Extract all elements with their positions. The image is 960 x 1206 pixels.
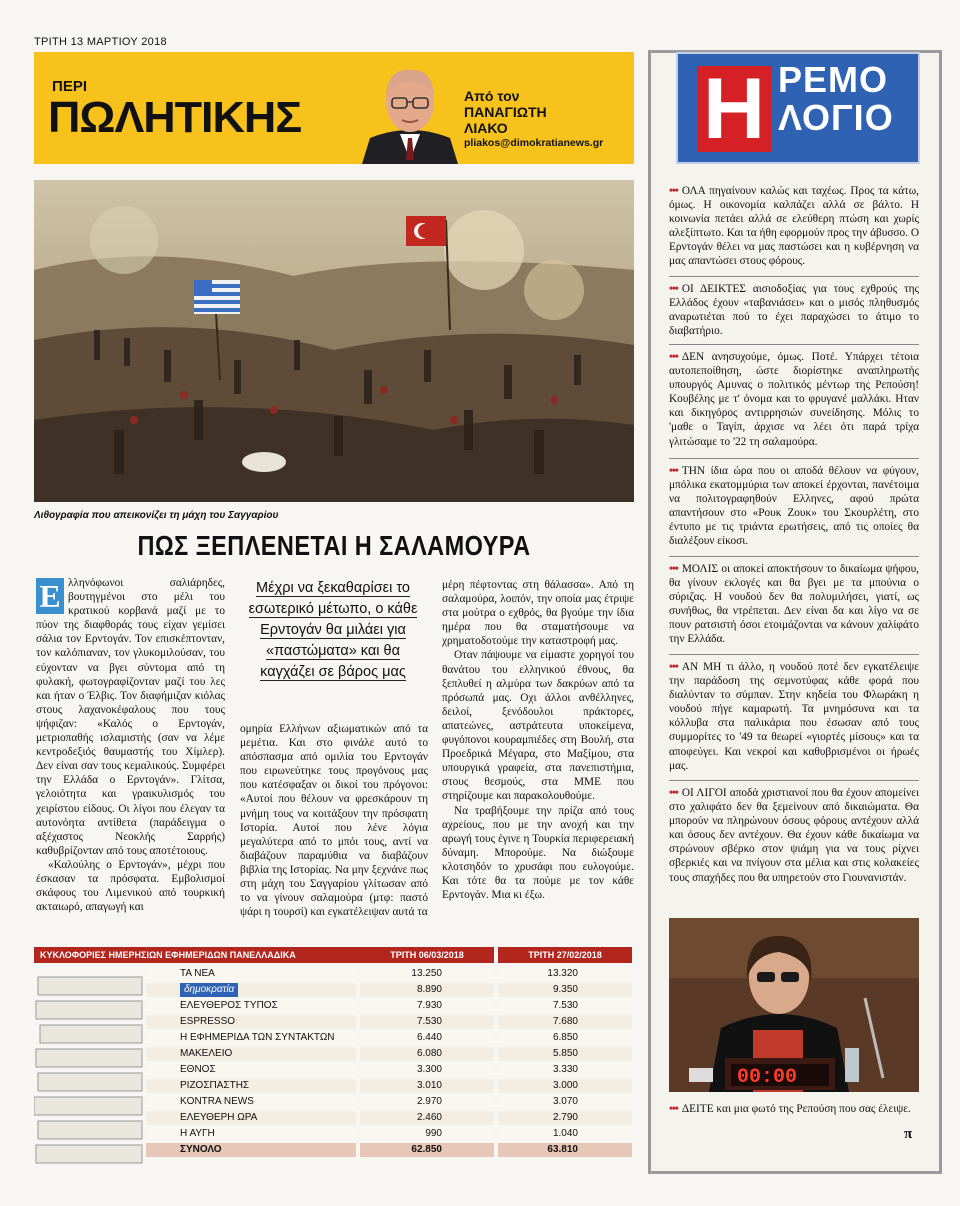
image-caption: Λιθογραφία που απεικονίζει τη μάχη του Σαγγαρίου — [34, 510, 279, 521]
sidebar-item-text: ΜΟΛΙΣ οι αποκεί αποκτήσουν το δικαίωμα ψήφου, θα γίνουν εκλογές και θα βγει με τα μπούνια ο σύριζας. Η νουδού δεν θα πολυμιλήσει, γιατί, ως συνήθως, θα ντρέπεται. Δεν είναι δα και λίγο να σε πουν ρατσιστή όσοι ετοιμάζονται να κάνουν χαλίφάτο την Ελλάδα. — [669, 563, 919, 646]
battle-lithograph — [34, 180, 634, 502]
sidebar-divider — [669, 276, 919, 277]
sidebar-item-text: ΑΝ ΜΗ τι άλλο, η νουδού ποτέ δεν εγκατέλειψε την παράδοση της σεμνοτύφας κάθε φορά που διαλύνταν το σύμπαν. Στην κηδεία του Φλωράκη η νουδού πήγε καμαρωτή. Τα μνημόσυνα και τα κόλλυβα στα παλικάρια που έσωσαν από τους συμμορίτες το '49 τα θεωρεί «γιορτές μίσους» και τα αποφεύγει. Και νεκροί και καθυβρισμένοι οι ήρωές μας. — [669, 661, 919, 772]
table-row — [146, 1143, 632, 1157]
sidebar-item — [669, 660, 919, 773]
bullet-dots: ••• — [669, 351, 678, 363]
bullet-dots: ••• — [669, 465, 678, 477]
bullet-dots: ••• — [669, 283, 678, 295]
pi-mark: π — [904, 1126, 913, 1142]
byline-from: Από τον — [464, 88, 520, 104]
table-col-header-2: ΤΡΙΤΗ 27/02/2018 — [498, 947, 632, 963]
table-cell-value-2: 2.790 — [552, 1112, 578, 1123]
clock-display: 00:00 — [737, 1066, 798, 1089]
table-cell-value-1: 3.300 — [416, 1064, 442, 1075]
sidebar-item — [669, 562, 919, 647]
table-col-header-1: ΤΡΙΤΗ 06/03/2018 — [360, 947, 494, 963]
table-cell-value-1: 2.970 — [416, 1096, 442, 1107]
sidebar-item — [669, 184, 919, 269]
bullet-dots: ••• — [669, 787, 678, 799]
table-row — [146, 999, 632, 1013]
sidebar-logo-line2: ΛΟΓΙΟ — [778, 97, 894, 138]
pull-quote — [238, 578, 428, 683]
table-cell-value-1: 13.250 — [411, 968, 442, 979]
repousi-photo — [669, 918, 919, 1092]
table-cell-value-1: 3.010 — [416, 1080, 442, 1091]
article-headline: ΠΩΣ ΞΕΠΛΕΝΕΤΑΙ Η ΣΑΛΑΜΟΥΡΑ — [137, 530, 531, 561]
table-row — [146, 1031, 632, 1045]
circulation-table — [34, 947, 632, 1165]
sidebar-item — [669, 282, 919, 338]
bullet-dots: ••• — [669, 1103, 678, 1115]
sidebar-item-text: ΤΗΝ ίδια ώρα που οι αποδά θέλουν να φύγουν, μπόλικα εκατομμύρια των αποκεί έρχονται, πανέτοιμα να πολιτογραφηθούν Ελληνες, αφού πρώτα απαντήσουν στο «Ρουκ Ζουκ» του Σκουρλέτη, στο έντυπο με τις τριάντα ερωτήσεις, από τις οποίες θα διαλέξουν είκοσι. — [669, 465, 919, 548]
sidebar-item-text: ΟΙ ΛΙΓΟΙ αποδά χριστιανοί που θα έχουν απομείνει στο χαλιφάτο δεν θα ξεμείνουν από δικαιώματα. Θα μπορούν να πληρώνουν όσους φόρους αντέχουν αλλά και όσους δεν αντέχουν. Θα έχουν κάθε δικαίωμα να στρώνουν σβέρκο στον ψιάμη για να τους ρίχνει σβερκιές και να πνίγουν στα μέλια και στις κολακείες τους σπαχήδες που θα υπηρετούν στο Γιουνανιστάν. — [669, 787, 919, 884]
article-paragraph-1: λληνόφωνοι σαλιάρηδες, βουτηγμένοι στο μέλι του κρατικού κορβανά μαζί με το πύον της διαφθοράς τους είχαν γεμίσει σάλια τον Ερντογάν. Τον επισκέπτονταν, τον καλόπιαναν, τον γλυκομιλούσαν, του εύχονταν να βγει σύντομα από τη φυλακή, φωτογραφίζονταν μαζί του λες και ήταν ο Έλβις. Τον διαφήμιζαν κιόλας στους λαχανοκέφαλους που τους ψήφιζαν: «Καλός ο Ερντογάν, μετριοπαθής ισλαμιστής (σαν να λέμε κεντροδεξιός θαυμαστής του Χίμλερ). Δεν είναι σαν τους κεμαλικούς. Συμφέρει την Ελλάδα ο Ερντογάν». Γλίτσα, γελοιότητα και γραικυλισμός του χειρίστου είδους. Οι λίγοι που έλεγαν τα αυτονόητα αντίθετα (παράδειγμα ο αξέχαστος Νεοκλής Σαρρής) καθυβρίζονταν από τους αποτέτοιους. — [36, 577, 225, 857]
table-cell-value-2: 63.810 — [547, 1144, 578, 1155]
table-cell-value-2: 5.850 — [552, 1048, 578, 1059]
table-cell-name: ΡΙΖΟΣΠΑΣΤΗΣ — [180, 1080, 250, 1091]
table-cell-name: Η ΕΦΗΜΕΡΙΔΑ ΤΩΝ ΣΥΝΤΑΚΤΩΝ — [180, 1032, 335, 1043]
sidebar-item — [669, 464, 919, 549]
article-column-2: ομηρία Ελλήνων αξιωματικών από τα μεμέτια. Και στο φινάλε αυτό το απόσπασμα από ομιλία του Ερντογάν που ειρωνεύτηκε τους προγόνους μας που κατέσφαξαν οι δικοί του πρόγονοι: «Αυτοί που θέλουν να φρεσκάρουν τη μνήμη τους να κοιτάξουν την πρόσφατη Ιστορία. Αυτοί που λένε λόγια μεγαλύτερα από το μπόι τους, αντί να διαβάζουν παραμύθια να διαβάζουν βιβλία της Ιστορίας. Να μην ξεχνάνε πως στη μάχη του Σαγγαρίου γλίτωσαν από το να γίνουν σαλαμούρα (μτφ: παστό ψάρι η τουρσί) και εγκατέλειψαν αυτά τα — [240, 723, 428, 919]
author-byline — [464, 88, 547, 136]
table-cell-name: ESPRESSO — [180, 1016, 236, 1027]
issue-date: ΤΡΙΤΗ 13 ΜΑΡΤΙΟΥ 2018 — [34, 36, 167, 48]
table-cell-value-2: 7.530 — [552, 1000, 578, 1011]
author-portrait — [362, 60, 458, 164]
table-row — [146, 983, 632, 997]
table-cell-value-2: 7.680 — [552, 1016, 578, 1027]
table-cell-name: ΣΥΝΟΛΟ — [180, 1144, 222, 1155]
sidebar-divider — [669, 458, 919, 459]
article-column-3 — [442, 578, 634, 902]
table-cell-value-2: 3.330 — [552, 1064, 578, 1075]
sidebar-divider — [669, 654, 919, 655]
table-cell-value-1: 8.890 — [416, 984, 442, 995]
table-row — [146, 1063, 632, 1077]
table-row — [146, 1079, 632, 1093]
sidebar-divider — [669, 344, 919, 345]
table-row — [146, 967, 632, 981]
sidebar-divider — [669, 556, 919, 557]
photo-caption — [669, 1102, 919, 1116]
table-cell-value-1: 2.460 — [416, 1112, 442, 1123]
sidebar-logo-letter: Η — [697, 66, 771, 152]
newspaper-stack-graphic — [34, 967, 146, 1165]
table-cell-name: ΕΛΕΥΘΕΡΗ ΩΡΑ — [180, 1112, 258, 1123]
table-cell-value-1: 6.080 — [416, 1048, 442, 1059]
photo-caption-text: ΔΕΙΤΕ και μια φωτό της Ρεπούση που σας έλειψε. — [681, 1103, 911, 1115]
table-cell-value-1: 62.850 — [411, 1144, 442, 1155]
table-cell-value-1: 7.530 — [416, 1016, 442, 1027]
table-row — [146, 1127, 632, 1141]
table-cell-name: Η ΑΥΓΗ — [180, 1128, 215, 1139]
table-cell-name: ΜΑΚΕΛΕΙΟ — [180, 1048, 233, 1059]
author-email[interactable]: pliakos@dimokratianews.gr — [464, 137, 604, 149]
table-row — [146, 1111, 632, 1125]
table-cell-value-2: 6.850 — [552, 1032, 578, 1043]
table-row — [146, 1095, 632, 1109]
table-cell-name: δημοκρατία — [180, 983, 238, 997]
sidebar-item — [669, 786, 919, 885]
sidebar-item-text: ΟΙ ΔΕΙΚΤΕΣ αισιοδοξίας για τους εχθρούς της Ελλάδος έχουν «ταβανιάσει» και ο μισός πληθυσμός αναρωτιέται πού το έχει παραχώσει το άτιμο το διαβατήριο. — [669, 283, 919, 338]
column-kicker: ΠΕΡΙ — [52, 78, 88, 95]
table-cell-name: ΕΛΕΥΘΕΡΟΣ ΤΥΠΟΣ — [180, 1000, 278, 1011]
table-cell-value-1: 7.930 — [416, 1000, 442, 1011]
table-row — [146, 1047, 632, 1061]
bullet-dots: ••• — [669, 563, 678, 575]
table-cell-value-2: 1.040 — [552, 1128, 578, 1139]
table-cell-value-2: 3.000 — [552, 1080, 578, 1091]
bullet-dots: ••• — [669, 185, 678, 197]
table-cell-value-1: 990 — [425, 1128, 442, 1139]
column-title: ΠΩΛΗΤΙΚΗΣ — [48, 93, 302, 142]
byline-first-name: ΠΑΝΑΓΙΩΤΗ — [464, 104, 547, 120]
article-paragraph-3: μέρη πέφτοντας στη θάλασσα». Από τη σαλαμούρα, λοιπόν, την οποία μας έτριψε στα μούτρα ο εχθρός, θα βγούμε την ίδια ημέρα που θα σταματήσουμε να χρηματοδοτούμε την καταστροφή μας. — [442, 579, 634, 648]
table-cell-value-1: 6.440 — [416, 1032, 442, 1043]
table-cell-name: ΤΑ ΝΕΑ — [180, 968, 215, 979]
article-paragraph-5: Να τραβήξουμε την πρίζα από τους αχρείους, που με την ανοχή και την αρωγή τους έγινε η Τουρκία περιφερειακή δύναμη. Μπορούμε. Να διώξουμε κλοτσηδόν το χρυσάφι που ευλογούμε. Και τότε θα τα πούμε με τον κάθε Ερντογάν. Μια κι έξω. — [442, 804, 634, 902]
table-row — [146, 1015, 632, 1029]
article-paragraph-2: «Καλούλης ο Ερντογάν», μέχρι που έσκασαν τα πρόσφατα. Εμβολισμοί σκάφους του Λιμενικού από τουρκική ακταιωρό, απαγωγή και — [36, 858, 225, 914]
sidebar-item-text: ΟΛΑ πηγαίνουν καλώς και ταχέως. Προς τα κάτω, όμως. Η οικονομία καλπάζει αλλά σε βάλτο. Η κοινωνία πετάει αλλά σε ελεύθερη πτώση και χωρίς αλεξίπτωτο. Και τα ήθη εφορμούν προς την άβυσσο. Ο Ερντογάν θέλει να μας παστώσει και η κυβέρνηση να μας απαντώσει στους φόρους. — [669, 185, 919, 268]
table-title: ΚΥΚΛΟΦΟΡΙΕΣ ΗΜΕΡΗΣΙΩΝ ΕΦΗΜΕΡΙΔΩΝ ΠΑΝΕΛΛΑΔΙΚΑ — [34, 947, 360, 963]
table-cell-name: KONTRA NEWS — [180, 1096, 254, 1107]
table-cell-value-2: 13.320 — [547, 968, 578, 979]
table-cell-name: ΕΘΝΟΣ — [180, 1064, 216, 1075]
bullet-dots: ••• — [669, 661, 678, 673]
table-cell-value-2: 9.350 — [552, 984, 578, 995]
table-cell-value-2: 3.070 — [552, 1096, 578, 1107]
byline-last-name: ΛΙΑΚΟ — [464, 120, 508, 136]
sidebar-logo-line1: ΡΕΜΟ — [778, 59, 889, 100]
article-column-1 — [36, 576, 225, 914]
sidebar-item-text: ΔΕΝ ανησυχούμε, όμως. Ποτέ. Υπάρχει τέτοια αυτοπεποίθηση, ώστε διορίστηκε αναπληρωτής υπουργός Αμυνας ο πολιτικός μέντωρ της Ρεπούση! Κουβέλης με τ' όνομα και το φρυγανέ μαλλάκι. Ηταν και δικηγόρος αντιρρησιών συνείδησης. Μόλις το 'μαθε ο Ταγίπ, άρχισε να λέει ότι παρά τρίχα γλιτώσαμε το '22 τη σαλαμούρα. — [669, 351, 919, 448]
sidebar-item — [669, 350, 919, 449]
drop-cap: Ε — [36, 578, 64, 614]
article-paragraph-4: Οταν πάψουμε να είμαστε χορηγοί του θανάτου του ελληνικού έθνους, θα ξεπλυθεί η αλμύρα των δακρύων από τα πρόσωπά μας. Οχι άλλοι ανθέλληνες, δειλοί, ξενόδουλοι πράκτορες, απατεώνες, αστράτευτα υποκείμενα, φυγόπονοι κουραμπιέδες στη Βουλή, στα Προεδρικά Μέγαρα, στο Μαξίμου, στα υπουργικά γραφεία, στα πανεπιστήμια, στους θεσμούς, στα ΜΜΕ που στηρίζουμε και παρακολουθούμε. — [442, 649, 634, 803]
pull-quote-text: Μέχρι να ξεκαθαρίσει το εσωτερικό μέτωπο, ο κάθε Ερντογάν θα μιλάει για «παστώματα» και θα καγχάζει σε βάρος μας — [248, 580, 418, 680]
sidebar-divider — [669, 780, 919, 781]
